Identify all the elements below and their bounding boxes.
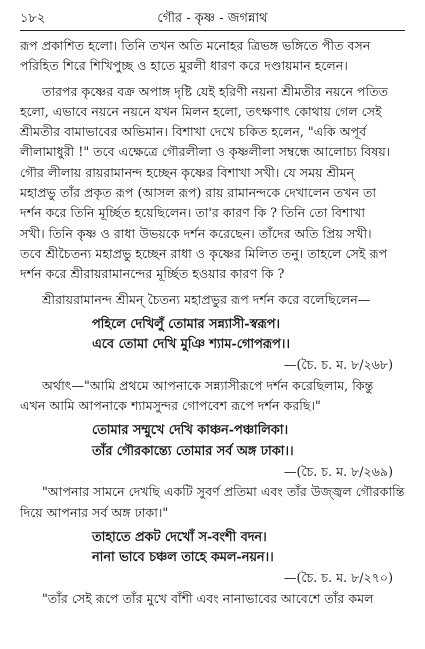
paragraph-3: শ্রীরায়রামানন্দ শ্রীমন্ চৈতন্য মহাপ্রভুর রূপ দর্শন করে বলেছিলেন—: [42, 291, 371, 307]
text-line: তবে শ্রীচৈতন্য মহাপ্রভু হচ্ছেন রাধা ও কৃষ্ণের মিলিত তনু। তাহলে সেই রূপ: [20, 245, 388, 261]
text-line: পরিহিত শিরে শিখিপুচ্ছ ও হাতে মুরলী ধারণ করে দণ্ডায়মান হলেন।: [20, 58, 348, 74]
text-line: তারপর কৃষ্ণের বক্র অপাঙ্গ দৃষ্টি যেই হরিণী নয়না শ্রীমতীর নয়নে পতিত: [42, 83, 389, 99]
paragraph-5: [20, 482, 405, 523]
verse-line: নানা ভাবে চঞ্চল তাহে কমল-নয়ন।।: [92, 550, 274, 566]
text-line: শ্রীমতীর বামাভাবের অভিমান। বিশাখা দেখে চকিত হলেন, "একি অপূর্ব: [20, 124, 367, 140]
paragraph-2: [20, 82, 405, 285]
paragraph-6: "তাঁর সেই রূপে তাঁর মুখে বাঁশী এবং নানাভাবের আবেশে তাঁর কমল: [42, 590, 374, 606]
text-line: হলো, এভাবে নয়নে নয়নে যখন মিলন হলো, তৎক্ষণাৎ কোথায় গেল সেই: [20, 103, 382, 119]
running-title: গৌর - কৃষ্ণ - জগন্নাথ: [157, 10, 268, 26]
text-line: রূপ প্রকাশিত হলো। তিনি তখন অতি মনোহর ত্রিভঙ্গ ভঙ্গিতে পীত বসন: [20, 38, 371, 53]
verse-1: [20, 315, 405, 356]
text-line: দর্শন করে তিনি মূর্চ্ছিত হয়েছিলেন। তা'র কারণ কি ? তিনি তো বিশাখা: [20, 205, 366, 221]
text-line: "আপনার সামনে দেখছি একটি সুবর্ণ প্রতিমা এবং তাঁর উজ্জ্বল গৌরকান্তি: [42, 484, 405, 500]
page-number: ১৮২: [20, 10, 46, 26]
citation-1: —(চৈ. চ. ম. ৮/২৬৮): [283, 357, 393, 373]
text-line: দর্শন করে শ্রীরায়রামানন্দের মূর্চ্ছিত হওয়ার কারণ কি ?: [20, 266, 285, 282]
paragraph-1: [20, 36, 405, 77]
verse-line: এবে তোমা দেখি মুঞি শ্যাম-গোপরূপ।।: [92, 337, 290, 353]
text-line: দিয়ে আপনার সর্ব অঙ্গ ঢাকা।": [20, 504, 169, 520]
citation-2: —(চৈ. চ. ম. ৮/২৬৯): [283, 463, 393, 479]
verse-line: পহিলে দেখিলুঁ তোমার সন্ন্যাসী-স্বরূপ।: [92, 316, 280, 332]
text-line: সখী। তিনি কৃষ্ণ ও রাধা উভয়কে দর্শন করেছেন। তাঁদের অতি প্রিয় সখী।: [20, 225, 372, 241]
text-line: মহাপ্রভু তাঁর প্রকৃত রূপ (আসল রূপ) রায় রামানন্দকে দেখালেন তখন তা: [20, 185, 377, 201]
page-header: [20, 8, 405, 31]
verse-line: তাহাতে প্রকট দেখোঁ স-বংশী বদন।: [92, 529, 267, 545]
text-line: এখন আমি আপনাকে শ্যামসুন্দর গোপবেশ রূপে দর্শন করছি।": [20, 398, 321, 414]
paragraph-4: [20, 376, 405, 417]
verse-3: [20, 528, 405, 569]
verse-line: তোমার সম্মুখে দেখি কাঞ্চন-পঞ্চালিকা।: [92, 423, 289, 439]
verse-2: [20, 421, 405, 462]
text-line: অর্থাৎ—"আমি প্রথমে আপনাকে সন্ন্যাসীরূপে দর্শন করেছিলাম, কিন্তু: [42, 377, 374, 393]
page-content: [20, 36, 405, 609]
citation-3: —(চৈ. চ. ম. ৮/২৭০): [283, 570, 393, 586]
text-line: গৌর লীলায় রায়রামানন্দ হচ্ছেন কৃষ্ণের বিশাখা সখী। যে সময় শ্রীমন্: [20, 164, 355, 180]
verse-line: তাঁর গৌরকান্ত্যে তোমার সর্ব অঙ্গ ঢাকা।।: [92, 443, 294, 459]
text-line: লীলামাধুরী !" তবে এক্ষেত্রে গৌরলীলা ও কৃষ্ণলীলা সম্বন্ধে আলোচ্য বিষয়।: [20, 144, 391, 160]
